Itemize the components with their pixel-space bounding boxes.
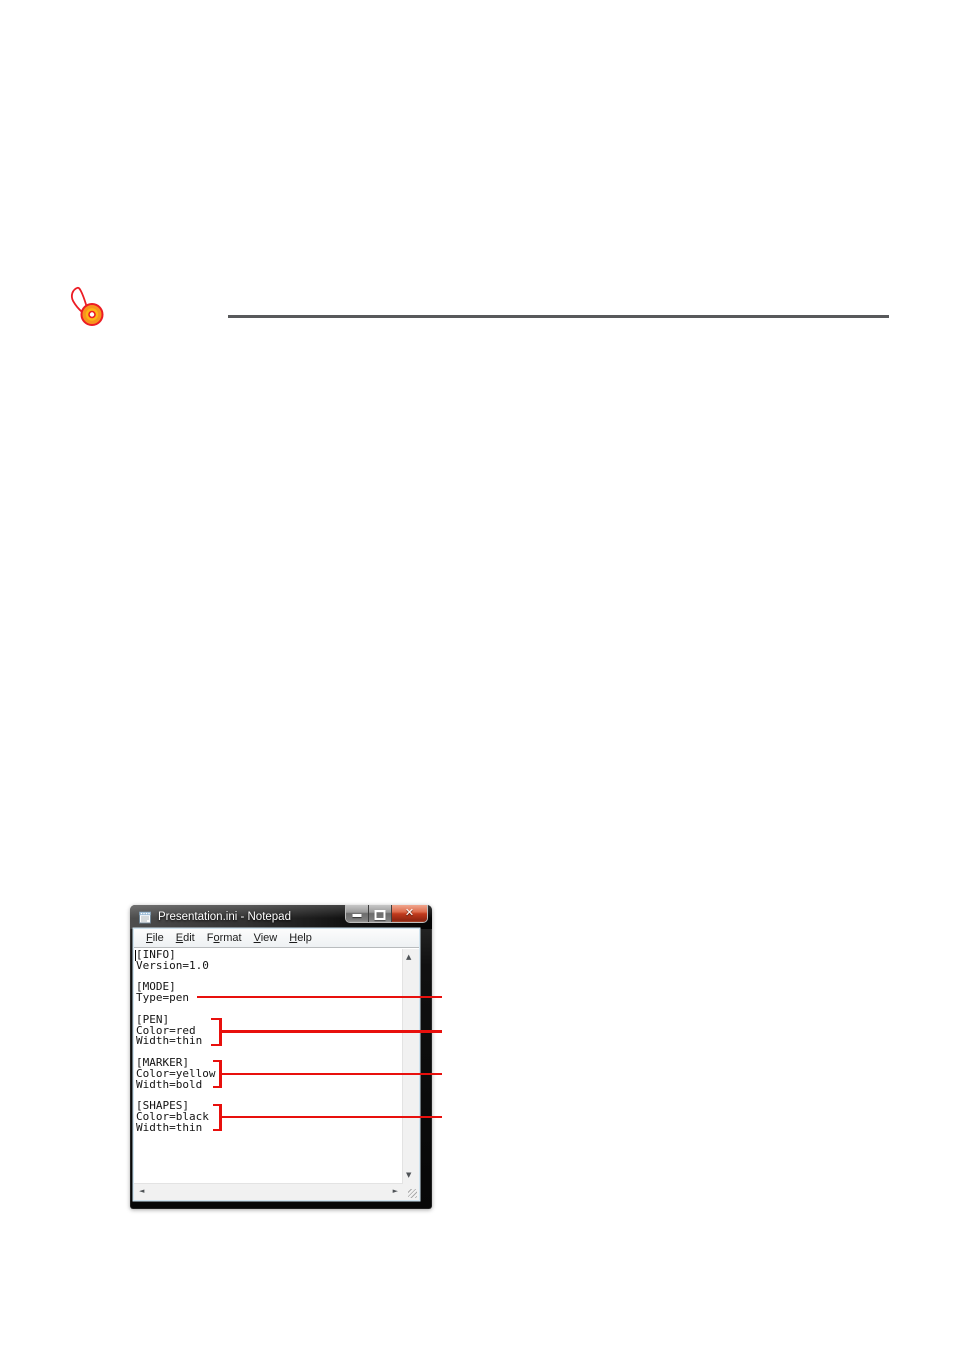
- editor-line: Width=thin: [136, 1034, 203, 1048]
- text-editor[interactable]: [134, 949, 403, 1184]
- horizontal-scrollbar[interactable]: [134, 1183, 403, 1200]
- scroll-down-icon[interactable]: ▼: [406, 1171, 412, 1179]
- editor-line: Type=pen: [136, 991, 189, 1005]
- callout-line-shapes: [220, 1116, 442, 1118]
- menu-help[interactable]: Help: [289, 932, 312, 944]
- editor-line: Color=red: [136, 1023, 196, 1037]
- editor-line: Color=black: [136, 1109, 209, 1123]
- editor-line: [PEN]: [136, 1012, 170, 1026]
- section-divider: [228, 315, 889, 318]
- minimize-icon: [353, 914, 362, 917]
- menu-bar: [134, 929, 419, 948]
- scroll-left-icon[interactable]: ◄: [139, 1187, 145, 1195]
- scroll-up-icon[interactable]: ▲: [406, 953, 412, 961]
- editor-line: Version=1.0: [136, 958, 209, 972]
- notepad-window: [130, 905, 432, 1209]
- window-controls: [345, 905, 428, 923]
- editor-line: Width=thin: [136, 1120, 203, 1134]
- close-icon: ✕: [404, 906, 415, 919]
- notepad-titlebar[interactable]: [130, 905, 432, 929]
- editor-line: Width=bold: [136, 1077, 203, 1091]
- callout-line-pen: [222, 1030, 442, 1033]
- editor-line: [INFO]: [136, 949, 176, 961]
- resize-grip-icon: [408, 1189, 417, 1198]
- notepad-client-area: [134, 929, 419, 1200]
- menu-view[interactable]: View: [253, 932, 278, 944]
- maximize-button[interactable]: [369, 905, 392, 922]
- editor-line: Color=yellow: [136, 1066, 216, 1080]
- editor-line: [MODE]: [136, 980, 176, 994]
- vertical-scrollbar[interactable]: [402, 949, 419, 1184]
- callout-bracket-pen: [211, 1018, 222, 1046]
- window-title: Presentation.ini - Notepad: [158, 911, 291, 923]
- scroll-right-icon[interactable]: ►: [392, 1187, 398, 1195]
- callout-line-marker: [220, 1073, 442, 1075]
- resize-grip[interactable]: [403, 1184, 419, 1200]
- close-button[interactable]: [392, 905, 427, 922]
- editor-content: [134, 950, 403, 1134]
- menu-edit[interactable]: Edit: [175, 932, 195, 944]
- maximize-icon: [375, 910, 386, 920]
- notepad-app-icon: [138, 910, 152, 924]
- editor-line: [SHAPES]: [136, 1099, 189, 1113]
- editor-line: [134, 1004, 403, 1015]
- important-pointer-icon: [66, 286, 106, 328]
- menu-format[interactable]: Format: [206, 932, 242, 944]
- callout-line-mode: [197, 996, 442, 998]
- menu-file[interactable]: File: [146, 932, 164, 944]
- minimize-button[interactable]: [346, 905, 369, 922]
- editor-line: [MARKER]: [136, 1055, 189, 1069]
